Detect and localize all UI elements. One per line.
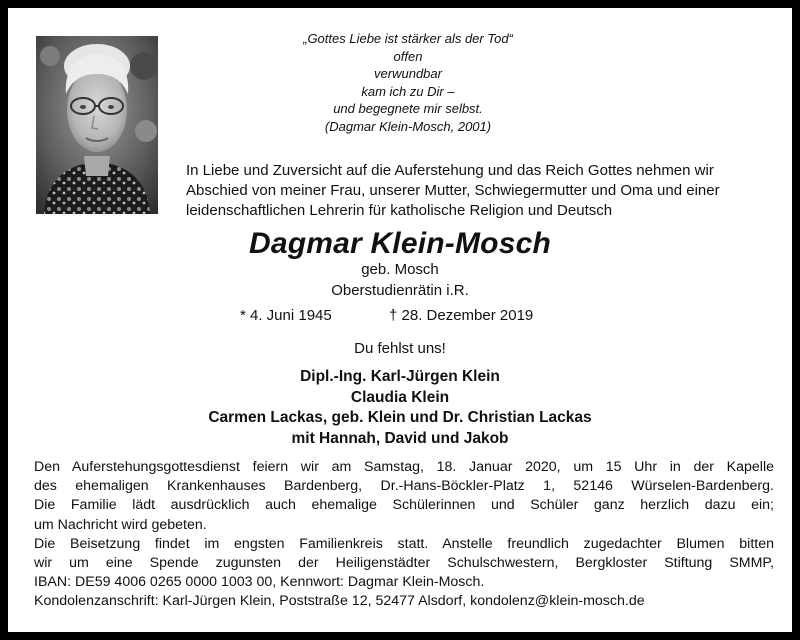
poem bbox=[178, 30, 638, 135]
farewell-line: Du fehlst uns! bbox=[354, 340, 446, 357]
intro-line: In Liebe und Zuversicht auf die Auferstehung und das Reich Gottes nehmen wir bbox=[186, 162, 714, 179]
birth-name: geb. Mosch bbox=[361, 261, 439, 278]
service-details bbox=[34, 458, 774, 612]
poem-line: kam ich zu Dir – bbox=[361, 83, 455, 99]
poem-line: offen bbox=[393, 48, 423, 64]
professional-title: Oberstudienrätin i.R. bbox=[331, 282, 469, 299]
family-member: Carmen Lackas, geb. Klein und Dr. Christian Lackas bbox=[208, 409, 592, 426]
intro-text bbox=[186, 161, 776, 221]
intro-line: Abschied von meiner Frau, unserer Mutter, Schwiegermutter und Oma und einer bbox=[186, 182, 720, 199]
details-line: Kondolenzanschrift: Karl-Jürgen Klein, Poststraße 12, 52477 Alsdorf, kondolenz@klein-mosch.de bbox=[34, 593, 645, 610]
details-line: des ehemaligen Krankenhauses Bardenberg, Dr.-Hans-Böckler-Platz 1, 52146 Würselen-Bardenberg. bbox=[34, 478, 774, 495]
portrait-image bbox=[36, 36, 158, 214]
family-signatures bbox=[8, 367, 792, 449]
family-member: Claudia Klein bbox=[350, 388, 450, 406]
family-member: mit Hannah, David und Jakob bbox=[291, 429, 509, 447]
details-line: Die Familie lädt ausdrücklich auch ehemalige Schülerinnen und Schüler ganz herzlich dazu ein; bbox=[34, 497, 774, 514]
poem-line: „Gottes Liebe ist stärker als der Tod“ bbox=[303, 31, 513, 46]
details-line: wir um eine Spende zugunsten der Heiligenstädter Schulschwestern, Bergkloster Stiftung SMMP, bbox=[34, 555, 774, 572]
family-member: Dipl.-Ing. Karl-Jürgen Klein bbox=[300, 368, 500, 385]
details-line: Die Beisetzung findet im engsten Familienkreis statt. Anstelle freundlich zugedachter Blumen bitten bbox=[34, 535, 774, 552]
details-line: Den Auferstehungsgottesdienst feiern wir am Samstag, 18. Januar 2020, um 15 Uhr in der Kapelle bbox=[34, 459, 774, 475]
deceased-name: Dagmar Klein-Mosch bbox=[249, 227, 551, 260]
death-date: † 28. Dezember 2019 bbox=[389, 307, 534, 324]
poem-line: und begegnete mir selbst. bbox=[333, 101, 483, 116]
birth-date: * 4. Juni 1945 bbox=[240, 307, 332, 324]
details-line: um Nachricht wird gebeten. bbox=[34, 516, 207, 533]
obituary-card bbox=[8, 8, 792, 632]
poem-line: verwundbar bbox=[374, 66, 442, 81]
details-line: IBAN: DE59 4006 0265 0000 1003 00, Kennwort: Dagmar Klein-Mosch. bbox=[34, 574, 485, 591]
poem-attribution: (Dagmar Klein-Mosch, 2001) bbox=[324, 118, 492, 134]
portrait-photo bbox=[36, 36, 158, 214]
intro-line: leidenschaftlichen Lehrerin für katholische Religion und Deutsch bbox=[186, 202, 613, 219]
